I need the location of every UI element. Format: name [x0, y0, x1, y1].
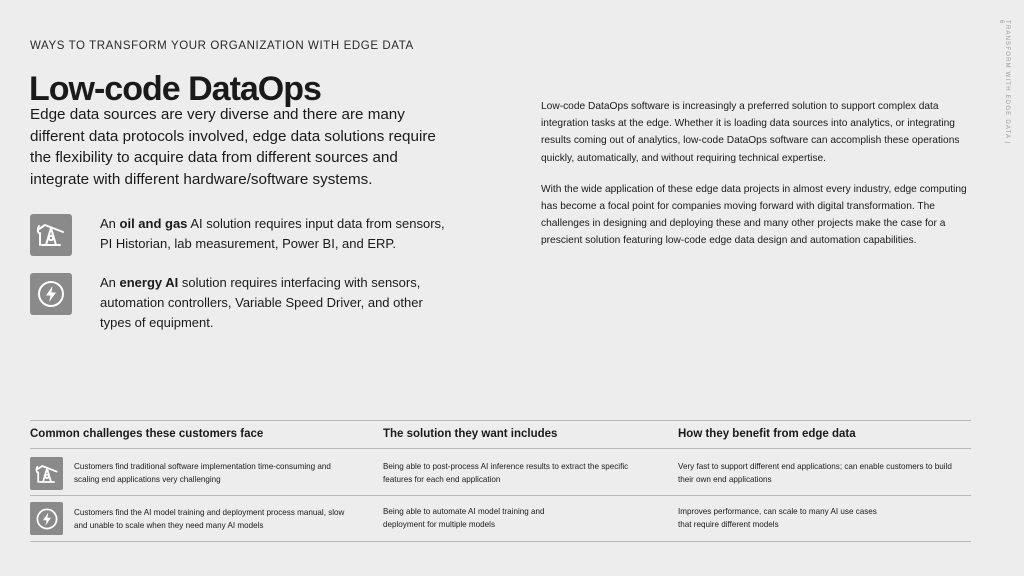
- page-title: Low-code DataOps: [29, 70, 321, 108]
- table-row-2-solution: Being able to automate AI model training and deployment for multiple models: [383, 507, 545, 529]
- right-column-text: [541, 98, 981, 264]
- oil-pump-icon: [30, 214, 72, 256]
- table-row-2-challenge: Customers find the AI model training and deployment process manual, slow and unable to scale when they need many AI models: [74, 508, 345, 530]
- table-row-1-solution: Being able to post-process AI inference results to extract the specific features for each end application: [383, 462, 629, 484]
- table-top-rule: [30, 420, 971, 421]
- lightning-icon: [30, 502, 63, 535]
- feature-oil-gas-text: An oil and gas AI solution requires input data from sensors, PI Historian, lab measurement, Power BI, and ERP.: [100, 216, 445, 251]
- row-rule-1: [30, 495, 971, 496]
- table-row-2-benefit: Improves performance, can scale to many AI use cases that require different models: [678, 507, 877, 529]
- lead-paragraph: Edge data sources are very diverse and there are many different data protocols involved, edge data solutions require the flexibility to acquire data from different sources and integrate with different hardware/software systems.: [30, 106, 436, 188]
- side-page-label: TRANSFORM WITH EDGE DATA | 6: [998, 20, 1010, 145]
- eyebrow-heading: WAYS TO TRANSFORM YOUR ORGANIZATION WITH EDGE DATA: [30, 40, 414, 52]
- oil-pump-icon: [30, 457, 63, 490]
- table-row-1-challenge: Customers find traditional software implementation time-consuming and scaling end applications very challenging: [74, 462, 331, 484]
- right-paragraph-1: Low-code DataOps software is increasingly a preferred solution to support complex data integration tasks at the edge. Whether it is loading data sources into analytics, or integrating results coming out of analytics, low-code DataOps software can accomplish these operations quickly, automatically, and without requiring technical expertise.: [541, 101, 960, 164]
- header-rule: [30, 448, 971, 449]
- lightning-icon: [30, 273, 72, 315]
- header-benefit: How they benefit from edge data: [678, 428, 856, 440]
- header-solution: The solution they want includes: [383, 428, 558, 440]
- feature-energy-text: An energy AI solution requires interfacing with sensors, automation controllers, Variable Speed Driver, and other types of equipment.: [100, 275, 423, 330]
- header-challenges: Common challenges these customers face: [30, 428, 264, 440]
- table-row-1-benefit: Very fast to support different end applications; can enable customers to build their own end applications: [678, 462, 952, 484]
- right-paragraph-2: With the wide application of these edge data projects in almost every industry, edge computing has become a focal point for companies moving forward with digital transformation. The challenges in designing and deploying these and many other projects make the case for a prescient solution featuring low-code edge data design and automation capabilities.: [541, 183, 967, 247]
- table-bottom-rule: [30, 541, 971, 542]
